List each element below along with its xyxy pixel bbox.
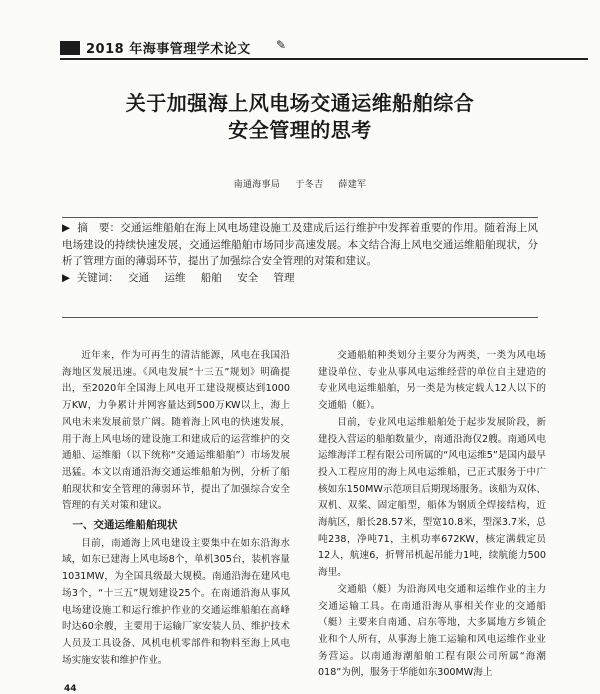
body-paragraph: 交通船舶种类划分主要分为两类，一类为风电场建设单位、专业从事风电运维经营的单位自主建造的专业风电运维船舶，另一类是为核定载人12人以下的交通船（艇）。 <box>318 350 546 412</box>
author-name: 薛建军 <box>338 180 367 190</box>
body-paragraph: 近年来，作为可再生的清洁能源，风电在我国沿海地区发展迅速。《风电发展“十三五”规划》明确提出，至2020年全国海上风电开工建设规模达到1000万KW，力争累计并网容量达到500万KW以上，海上风电未来发展前景广阔。随着海上风电的快速发展，用于海上风电场的建设施工和建成后的运营维护的交通船、运维船（以下统称“交通运维船舶”）市场发展迅猛。本文以南通沿海交通运维船舶为例，分析了船舶现状和安全管理的薄弱环节，提出了加强综合安全管理的有关对策和建议。 <box>62 350 290 512</box>
title-line-1: 关于加强海上风电场交通运维船舶综合 <box>125 91 475 115</box>
keyword: 船舶 <box>200 271 222 284</box>
body-column-right <box>318 348 546 682</box>
author-affiliation: 南通海事局 <box>233 180 281 190</box>
abstract-label: 摘 要： <box>77 222 121 234</box>
journal-name: 2018 年海事管理学术论文 <box>86 42 251 57</box>
decorative-pen-icon: ✎ <box>276 38 287 52</box>
abstract <box>62 220 538 270</box>
article-title <box>60 90 540 144</box>
body-paragraph: 目前，专业风电运维船舶处于起步发展阶段，新建投入营运的船舶数量少，南通沿海仅2艘。南通风电运维海洋工程有限公司所属的“风电运维5”是国内最早投入工程应用的海上风电运维船，已正式服务于中广核如东150MW示范项目后期现场服务。该船为双体、双机、双桨、固定船型，船体为钢质全焊接结构，近海航区，船长28.57米，型宽10.8米，型深3.7米，总吨238，净吨71，主机功率672KW，核定满载定员12人，航速6，折臂吊机起吊能力1吨，续航能力500海里。 <box>318 416 546 579</box>
journal-header <box>60 38 588 60</box>
body-paragraph: 交通船（艇）为沿海风电交通和运维作业的主力交通运输工具。在南通沿海从事相关作业的交通船（艇）主要来自南通、启东等地，大多属地方乡镇企业和个人所有，从事海上施工运输和风电运维作业业务营运。以南通海潮船舶工程有限公司所属“海潮018”为例，服务于华能如东300MW海上 <box>318 583 546 679</box>
triangle-bullet-icon: ▶ <box>62 222 78 234</box>
page-number: 44 <box>64 684 77 694</box>
title-line-2: 安全管理的思考 <box>228 118 372 142</box>
header-rule <box>60 58 588 60</box>
keyword: 安全 <box>237 271 259 284</box>
body-paragraph: 目前，南通海上风电建设主要集中在如东沿海水域，如东已建海上风电场8个，单机305台，装机容量1031MW，为全国具级最大规模。南通沿海在建风电场3个，“十三五”规划建设25个。在南通沿海从事风电场建设施工和运行维护作业的交通运维船舶在高峰时达60余艘，主要用于运输厂家安装人员、维护技术人员及工具设备、风机电机零部件和物料至海上风电场实施安装和维护作业。 <box>62 537 290 666</box>
keyword: 交通 <box>128 271 150 284</box>
abstract-bottom-rule <box>62 317 538 318</box>
keywords <box>62 270 538 287</box>
author-line <box>60 177 540 190</box>
abstract-top-rule <box>62 217 538 218</box>
header-block-mark <box>60 41 80 55</box>
abstract-text: 交通运维船舶在海上风电场建设施工及建成后运行维护中发挥着重要的作用。随着海上风电场建设的持续快速发展，交通运维船舶市场同步高速发展。本文结合海上风电交通运维船舶现状，分析了管理方面的薄弱环节，提出了加强综合安全管理的对策和建议。 <box>62 222 538 267</box>
keyword: 管理 <box>273 271 295 284</box>
section-heading: 一、交通运维船舶现状 <box>72 519 178 532</box>
abstract-block <box>62 220 538 286</box>
triangle-bullet-icon: ▶ <box>62 271 77 284</box>
body-column-left <box>62 348 290 669</box>
keyword: 运维 <box>164 271 186 284</box>
keywords-label: 关键词： <box>76 271 119 284</box>
author-name: 于冬吉 <box>295 180 324 190</box>
